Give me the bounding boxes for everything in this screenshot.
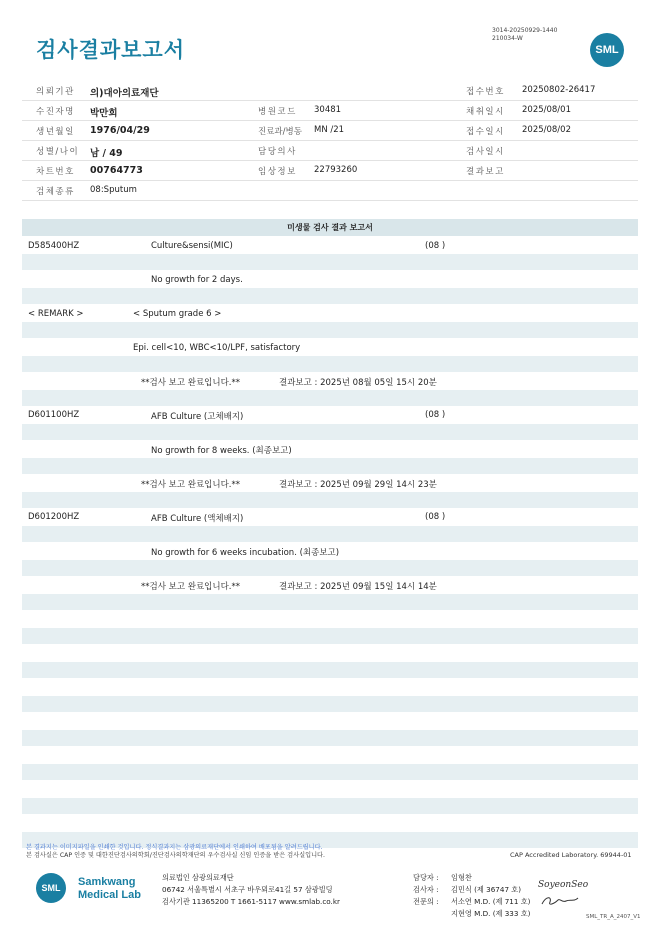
label-result-report: 결과보고 (466, 167, 505, 177)
stripe-row (22, 458, 638, 474)
test-result: No growth for 8 weeks. (최종보고) (151, 446, 292, 456)
report-complete-note: **검사 보고 완료입니다.** (141, 480, 241, 490)
footer-notice (26, 844, 325, 860)
cap-accreditation: CAP Accredited Laboratory. 69944-01 (510, 851, 632, 859)
label-clinical-info: 임상정보 (258, 167, 297, 177)
info-row-6 (22, 181, 638, 201)
label-specimen-type: 검체종류 (36, 187, 75, 197)
org-address: 06742 서울특별시 서초구 바우뫼로41길 57 삼광빌딩 (162, 885, 333, 894)
document-id-line2: 210034-W (492, 35, 523, 42)
info-row-4 (22, 141, 638, 161)
footer-sml-logo-text: SML (41, 883, 61, 893)
label-collection-date: 채취일시 (466, 107, 505, 117)
sml-logo (590, 33, 624, 67)
organization-info (162, 872, 340, 908)
value-hospital-code: 30481 (314, 105, 342, 115)
info-row-5 (22, 161, 638, 181)
brand-line2: Medical Lab (78, 889, 141, 901)
label-accession-no: 접수번호 (466, 87, 505, 97)
label-hospital-code: 병원코드 (258, 107, 297, 117)
document-id-line1: 3014-20250929-1440 (492, 27, 558, 34)
specimen-code: (08 ) (425, 241, 446, 251)
stripe-row (22, 662, 638, 678)
sml-logo-text: SML (595, 44, 619, 56)
staff-label-tester: 검사자 : (413, 885, 439, 894)
signature-2 (540, 894, 580, 908)
report-title: 검사결과보고서 (36, 38, 186, 62)
brand-name (78, 876, 141, 902)
test-result: No growth for 6 weeks incubation. (최종보고) (151, 548, 340, 558)
org-name: 의료법인 삼광의료재단 (162, 873, 234, 882)
stripe-row (22, 390, 638, 406)
stripe-row (22, 594, 638, 610)
test-code: D601100HZ (28, 410, 80, 420)
stripe-row (22, 798, 638, 814)
value-requesting-org: 의)대아의료재단 (90, 88, 159, 99)
test-code: D601200HZ (28, 512, 80, 522)
stripe-row (22, 424, 638, 440)
label-requesting-org: 의뢰기관 (36, 87, 75, 97)
org-contact: 검사기관 11365200 T 1661-5117 www.smlab.co.kr (162, 897, 340, 906)
stripe-row (22, 322, 638, 338)
signature-1: SoyeonSeo (538, 880, 589, 890)
section-header: 미생물 검사 결과 보고서 (22, 219, 638, 236)
stripe-row (22, 628, 638, 644)
report-timestamp: 결과보고 : 2025년 08월 05일 15시 20분 (279, 378, 437, 388)
staff-manager: 임형찬 (451, 873, 472, 882)
brand-line1: Samkwang (78, 876, 136, 888)
label-birth-date: 생년월일 (36, 127, 75, 137)
info-row-1 (22, 81, 638, 101)
staff-label-specialist: 전문의 : (413, 897, 439, 906)
info-row-2 (22, 101, 638, 121)
value-receipt-date: 2025/08/02 (522, 125, 571, 135)
test-code: D585400HZ (28, 241, 80, 251)
label-patient-name: 수진자명 (36, 107, 75, 117)
report-complete-note: **검사 보고 완료입니다.** (141, 378, 241, 388)
remark-label: < REMARK > (28, 309, 84, 319)
value-department-ward: MN /21 (314, 125, 345, 135)
remark-detail: Epi. cell<10, WBC<10/LPF, satisfactory (133, 343, 301, 353)
value-collection-date: 2025/08/01 (522, 105, 571, 115)
footer-sml-logo (36, 873, 66, 903)
test-name: AFB Culture (액체배지) (151, 514, 244, 524)
specimen-code: (08 ) (425, 512, 446, 522)
value-patient-name: 박만희 (90, 108, 118, 119)
document-id (492, 27, 557, 43)
staff-label-manager: 담당자 : (413, 873, 439, 882)
print-notice: 본 결과지는 이미지파일을 인쇄한 것입니다. 정식결과지는 삼광의료재단에서 인쇄하여 배포됨을 알려드립니다. (26, 844, 323, 851)
staff-specialist-1: 서소연 M.D. (제 711 호) (451, 897, 531, 906)
stripe-row (22, 764, 638, 780)
stripe-row (22, 254, 638, 270)
stripe-row (22, 696, 638, 712)
value-birth-date: 1976/04/29 (90, 125, 150, 136)
value-accession-no: 20250802-26417 (522, 85, 596, 95)
remark-grade: < Sputum grade 6 > (133, 309, 222, 319)
info-row-3 (22, 121, 638, 141)
stripe-row (22, 526, 638, 542)
stripe-row (22, 560, 638, 576)
report-timestamp: 결과보고 : 2025년 09월 15일 14시 14분 (279, 582, 437, 592)
form-code: SML_TR_A_2407_V1 (586, 914, 641, 920)
staff-tester: 김민식 (제 36747 호) (451, 885, 522, 894)
value-specimen-type: 08:Sputum (90, 185, 137, 195)
label-attending-doctor: 담당의사 (258, 147, 297, 157)
label-receipt-date: 접수일시 (466, 127, 505, 137)
label-chart-no: 차트번호 (36, 167, 75, 177)
label-sex-age: 성별/나이 (36, 147, 80, 157)
label-department-ward: 진료과/병동 (258, 127, 302, 137)
accreditation-notice: 본 검사실은 CAP 인증 및 대한진단검사의학회/진단검사의학재단의 우수검사실 신임 인증을 받은 검사실입니다. (26, 852, 325, 859)
value-clinical-info: 22793260 (314, 165, 358, 175)
staff-specialist-2: 지현영 M.D. (제 333 호) (451, 909, 531, 918)
label-test-date: 검사일시 (466, 147, 505, 157)
value-chart-no: 00764773 (90, 165, 143, 176)
test-name: Culture&sensi(MIC) (151, 241, 233, 251)
value-sex-age: 남 / 49 (90, 148, 123, 159)
specimen-code: (08 ) (425, 410, 446, 420)
report-complete-note: **검사 보고 완료입니다.** (141, 582, 241, 592)
stripe-row (22, 288, 638, 304)
test-result: No growth for 2 days. (151, 275, 243, 285)
stripe-row (22, 730, 638, 746)
stripe-row (22, 492, 638, 508)
test-name: AFB Culture (고체배지) (151, 412, 244, 422)
report-timestamp: 결과보고 : 2025년 09월 29일 14시 23분 (279, 480, 437, 490)
stripe-row (22, 356, 638, 372)
